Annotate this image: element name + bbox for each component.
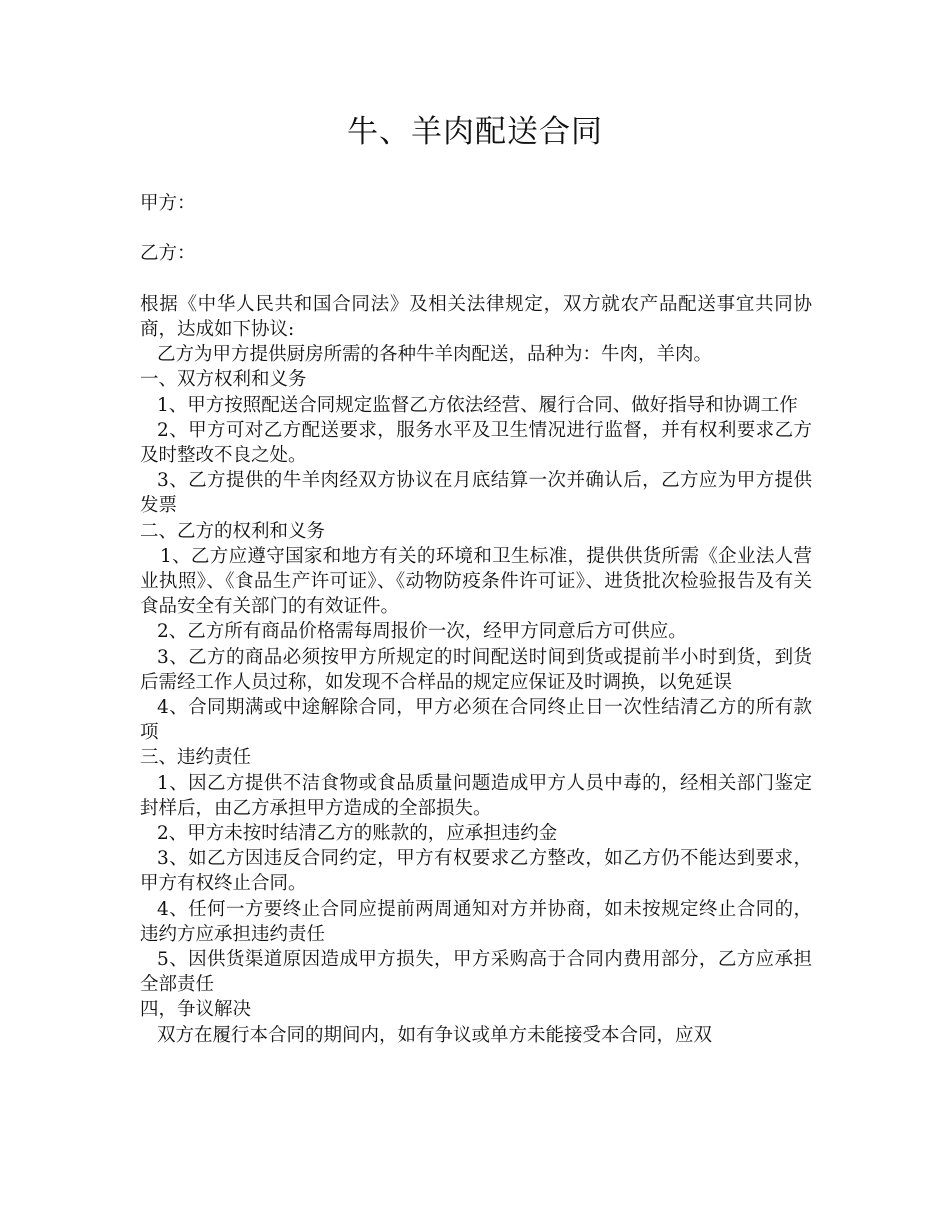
clause-paragraph: 1、乙方应遵守国家和地方有关的环境和卫生标准，提供供货所需《企业法人营业执照》、《食品生产许可证》、《动物防疫条件许可证》、进货批次检验报告及有关食品安全有关部门的有效证件。 (140, 545, 812, 618)
clause-paragraph: 3、乙方的商品必须按甲方所规定的时间配送时间到货或提前半小时到货，到货后需经工作人员过称，如发现不合样品的规定应保证及时调换，以免延误 (140, 646, 812, 693)
section-heading: 二、乙方的权利和义务 (140, 520, 326, 542)
clause-paragraph: 4、合同期满或中途解除合同，甲方必须在合同终止日一次性结清乙方的所有款项 (140, 697, 812, 744)
clause-paragraph: 4、任何一方要终止合同应提前两周通知对方并协商，如未按规定终止合同的，违约方应承担违约责任 (140, 898, 812, 945)
section-heading: 一、双方权利和义务 (140, 369, 307, 391)
document-body (140, 191, 812, 1048)
clause-paragraph: 5、因供货渠道原因造成甲方损失，甲方采购高于合同内费用部分，乙方应承担全部责任 (140, 949, 812, 996)
clause-paragraph: 双方在履行本合同的期间内，如有争议或单方未能接受本合同，应双 (157, 1024, 713, 1046)
party-b-line: 乙方： (140, 243, 196, 265)
scope-paragraph: 乙方为甲方提供厨房所需的各种牛羊肉配送，品种为：牛肉，羊肉。 (157, 344, 713, 366)
clause-paragraph: 2、甲方可对乙方配送要求，服务水平及卫生情况进行监督，并有权利要求乙方及时整改不良之处。 (140, 419, 812, 466)
party-a-line: 甲方： (140, 193, 196, 214)
clause-paragraph: 3、乙方提供的牛羊肉经双方协议在月底结算一次并确认后，乙方应为甲方提供发票 (140, 470, 812, 517)
preamble-paragraph: 根据《中华人民共和国合同法》及相关法律规定，双方就农产品配送事宜共同协商，达成如下协议: (140, 293, 812, 340)
document-title: 牛、羊肉配送合同 (347, 114, 603, 150)
clause-paragraph: 1、因乙方提供不洁食物或食品质量问题造成甲方人员中毒的，经相关部门鉴定封样后，由乙方承担甲方造成的全部损失。 (140, 772, 812, 819)
clause-paragraph: 1、甲方按照配送合同规定监督乙方依法经营、履行合同、做好指导和协调工作 (157, 394, 798, 416)
section-heading: 四，争议解决 (140, 999, 252, 1021)
clause-paragraph: 2、乙方所有商品价格需每周报价一次，经甲方同意后方可供应。 (157, 621, 687, 643)
clause-paragraph: 2、甲方未按时结清乙方的账款的，应承担违约金 (157, 823, 558, 845)
section-heading: 三、违约责任 (140, 747, 252, 769)
clause-paragraph: 3、如乙方因违反合同约定，甲方有权要求乙方整改，如乙方仍不能达到要求，甲方有权终止合同。 (140, 848, 812, 895)
